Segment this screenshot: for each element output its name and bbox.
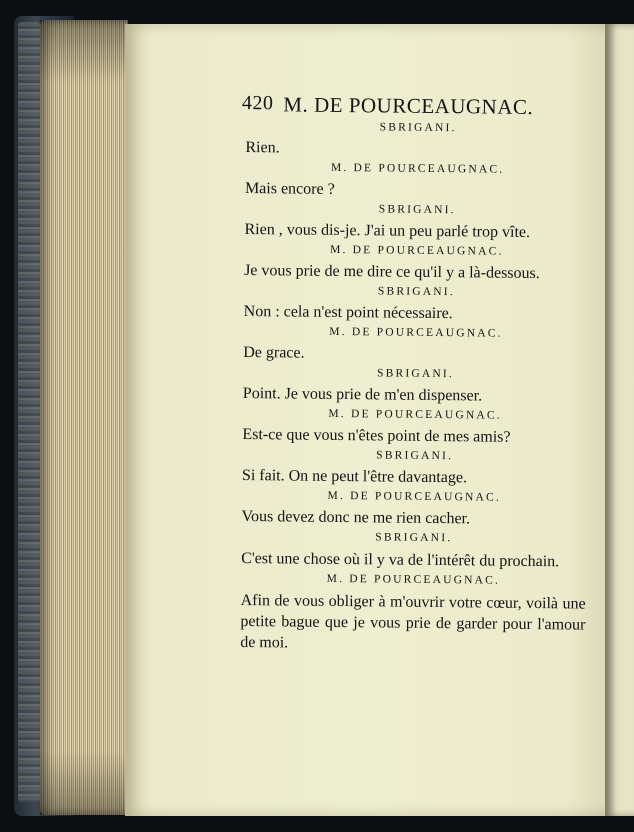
running-head [242,92,591,121]
dialogue-line: Rien. [245,138,280,157]
speaker-name: M. DE POURCEAUGNAC. [326,572,501,587]
dialogue-line: Afin de vous obliger à m'ouvrir votre cœur, voilà une petite bague que je vous prie de garder pour l'amour de moi. [240,591,586,652]
speaker-name: SBRIGANI. [379,121,457,135]
page-block-edges [40,20,128,815]
dialogue-line: Vous devez donc ne me rien cacher. [241,507,471,528]
speaker-name: SBRIGANI. [377,285,455,299]
running-title: M. DE POURCEAUGNAC. [283,92,534,120]
dialogue-line: De grace. [243,343,305,362]
speaker-name: SBRIGANI. [375,531,453,545]
page-text [240,92,591,657]
speaker-name: SBRIGANI. [378,203,456,217]
dialogue-line: Je vous prie de me dire ce qu'il y a là-dessous. [244,261,540,283]
dialogue-line: Non : cela n'est point nécessaire. [243,302,453,323]
speaker-name: SBRIGANI. [376,449,454,463]
dialogue-line: Point. Je vous prie de m'en dispenser. [242,384,483,405]
speaker-name: M. DE POURCEAUGNAC. [327,489,502,504]
dialogue-line: Si fait. On ne peut l'être davantage. [241,466,468,487]
speaker-name: SBRIGANI. [376,367,455,381]
dialogue-line: C'est une chose où il y va de l'intérêt du prochain. [241,549,560,571]
dialogue-line: Rien , vous dis-je. J'ai un peu parlé trop vîte. [244,220,531,241]
dialogue-line: Est-ce que vous n'êtes point de mes amis? [242,425,511,446]
speaker-name: M. DE POURCEAUGNAC. [330,161,505,176]
speaker-name: M. DE POURCEAUGNAC. [329,325,503,340]
page-number: 420 [241,91,274,115]
spine-headband [18,22,40,802]
speaker-name: M. DE POURCEAUGNAC. [330,243,504,258]
facing-page-edge [605,24,634,816]
dialogue-line: Mais encore ? [244,179,335,198]
speaker-name: M. DE POURCEAUGNAC. [328,407,502,422]
